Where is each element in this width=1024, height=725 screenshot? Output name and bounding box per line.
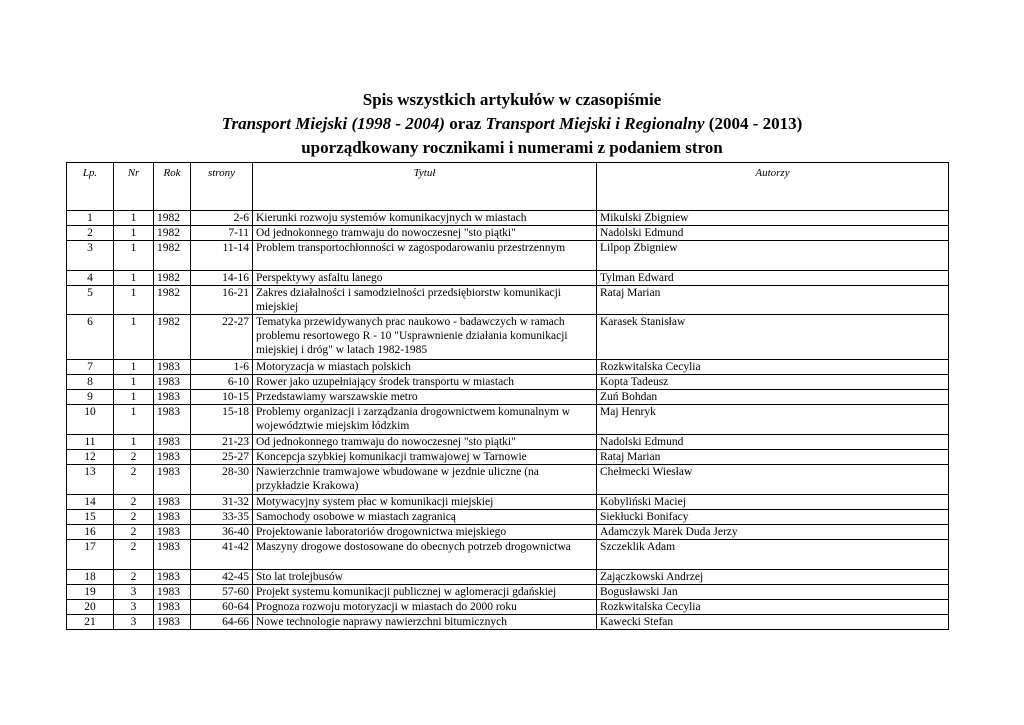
cell-nr: 2 (114, 465, 154, 495)
cell-rok: 1983 (154, 570, 191, 585)
table-row (67, 271, 949, 286)
cell-rok: 1983 (154, 465, 191, 495)
table-row (67, 211, 949, 226)
cell-lp: 7 (67, 360, 114, 375)
cell-strony: 41-42 (191, 540, 253, 570)
cell-lp: 3 (67, 241, 114, 271)
table-row (67, 226, 949, 241)
cell-tytul: Motoryzacja w miastach polskich (253, 360, 597, 375)
cell-strony: 64-66 (191, 615, 253, 630)
title-line-3: uporządkowany rocznikami i numerami z podaniem stron (301, 138, 723, 157)
cell-lp: 19 (67, 585, 114, 600)
cell-rok: 1983 (154, 615, 191, 630)
cell-autorzy: Kobyliński Maciej (597, 495, 949, 510)
table-row (67, 465, 949, 495)
cell-tytul: Maszyny drogowe dostosowane do obecnych potrzeb drogownictwa (253, 540, 597, 570)
cell-rok: 1982 (154, 241, 191, 271)
cell-lp: 16 (67, 525, 114, 540)
cell-autorzy: Rozkwitalska Cecylia (597, 600, 949, 615)
cell-strony: 7-11 (191, 226, 253, 241)
table-row (67, 450, 949, 465)
cell-strony: 31-32 (191, 495, 253, 510)
cell-nr: 1 (114, 286, 154, 315)
cell-tytul: Projekt systemu komunikacji publicznej w aglomeracji gdańskiej (253, 585, 597, 600)
cell-nr: 1 (114, 390, 154, 405)
cell-autorzy: Szczeklik Adam (597, 540, 949, 570)
cell-autorzy: Rataj Marian (597, 450, 949, 465)
table-row (67, 360, 949, 375)
cell-lp: 9 (67, 390, 114, 405)
table-row (67, 570, 949, 585)
col-header-strony: strony (191, 163, 253, 211)
cell-nr: 3 (114, 585, 154, 600)
cell-nr: 2 (114, 510, 154, 525)
cell-nr: 3 (114, 615, 154, 630)
cell-lp: 2 (67, 226, 114, 241)
cell-autorzy: Rozkwitalska Cecylia (597, 360, 949, 375)
cell-strony: 36-40 (191, 525, 253, 540)
title-years: (2004 - 2013) (704, 114, 803, 133)
cell-tytul: Projektowanie laboratoriów drogownictwa miejskiego (253, 525, 597, 540)
cell-strony: 42-45 (191, 570, 253, 585)
cell-tytul: Problem transportochłonności w zagospodarowaniu przestrzennym (253, 241, 597, 271)
cell-strony: 11-14 (191, 241, 253, 271)
cell-nr: 1 (114, 375, 154, 390)
cell-rok: 1983 (154, 540, 191, 570)
cell-tytul: Sto lat trolejbusów (253, 570, 597, 585)
title-journal-1: Transport Miejski (1998 - 2004) (221, 114, 445, 133)
cell-nr: 1 (114, 435, 154, 450)
cell-tytul: Nowe technologie naprawy nawierzchni bitumicznych (253, 615, 597, 630)
table-row (67, 525, 949, 540)
document-title (0, 88, 1024, 160)
cell-autorzy: Nadolski Edmund (597, 435, 949, 450)
cell-rok: 1982 (154, 226, 191, 241)
col-header-autorzy: Autorzy (597, 163, 949, 211)
table-row (67, 495, 949, 510)
cell-lp: 13 (67, 465, 114, 495)
col-header-rok: Rok (154, 163, 191, 211)
cell-rok: 1983 (154, 405, 191, 435)
cell-tytul: Rower jako uzupełniający środek transportu w miastach (253, 375, 597, 390)
cell-autorzy: Zajączkowski Andrzej (597, 570, 949, 585)
title-conjunction: oraz (444, 114, 486, 133)
cell-rok: 1983 (154, 390, 191, 405)
cell-rok: 1982 (154, 271, 191, 286)
cell-tytul: Od jednokonnego tramwaju do nowoczesnej "sto piątki" (253, 226, 597, 241)
cell-strony: 25-27 (191, 450, 253, 465)
cell-nr: 2 (114, 525, 154, 540)
cell-strony: 33-35 (191, 510, 253, 525)
cell-nr: 1 (114, 315, 154, 360)
cell-lp: 5 (67, 286, 114, 315)
cell-autorzy: Rataj Marian (597, 286, 949, 315)
table-row (67, 615, 949, 630)
cell-nr: 2 (114, 570, 154, 585)
cell-nr: 1 (114, 405, 154, 435)
table-row (67, 241, 949, 271)
cell-strony: 28-30 (191, 465, 253, 495)
cell-lp: 15 (67, 510, 114, 525)
cell-strony: 14-16 (191, 271, 253, 286)
cell-autorzy: Nadolski Edmund (597, 226, 949, 241)
cell-rok: 1983 (154, 435, 191, 450)
cell-rok: 1983 (154, 600, 191, 615)
cell-rok: 1983 (154, 525, 191, 540)
table-row (67, 510, 949, 525)
cell-rok: 1983 (154, 360, 191, 375)
table-row (67, 375, 949, 390)
cell-strony: 2-6 (191, 211, 253, 226)
table-row (67, 405, 949, 435)
cell-rok: 1983 (154, 495, 191, 510)
table-row (67, 315, 949, 360)
cell-nr: 1 (114, 211, 154, 226)
cell-lp: 8 (67, 375, 114, 390)
cell-nr: 3 (114, 600, 154, 615)
cell-nr: 2 (114, 495, 154, 510)
cell-autorzy: Siekłucki Bonifacy (597, 510, 949, 525)
cell-strony: 6-10 (191, 375, 253, 390)
cell-autorzy: Kawecki Stefan (597, 615, 949, 630)
cell-rok: 1982 (154, 315, 191, 360)
cell-nr: 2 (114, 450, 154, 465)
cell-autorzy: Kopta Tadeusz (597, 375, 949, 390)
cell-rok: 1983 (154, 375, 191, 390)
cell-tytul: Problemy organizacji i zarządzania drogownictwem komunalnym w województwie miejskim łódzkim (253, 405, 597, 435)
cell-autorzy: Tylman Edward (597, 271, 949, 286)
cell-lp: 4 (67, 271, 114, 286)
cell-tytul: Przedstawiamy warszawskie metro (253, 390, 597, 405)
table-header-row (67, 163, 949, 211)
cell-tytul: Samochody osobowe w miastach zagranicą (253, 510, 597, 525)
cell-lp: 17 (67, 540, 114, 570)
cell-nr: 1 (114, 241, 154, 271)
title-journal-2: Transport Miejski i Regionalny (485, 114, 705, 133)
cell-strony: 60-64 (191, 600, 253, 615)
cell-tytul: Koncepcja szybkiej komunikacji tramwajowej w Tarnowie (253, 450, 597, 465)
cell-rok: 1983 (154, 510, 191, 525)
table-row (67, 600, 949, 615)
cell-lp: 11 (67, 435, 114, 450)
cell-strony: 22-27 (191, 315, 253, 360)
cell-tytul: Od jednokonnego tramwaju do nowoczesnej "sto piątki" (253, 435, 597, 450)
cell-autorzy: Chełmecki Wiesław (597, 465, 949, 495)
table-body (67, 211, 949, 630)
cell-nr: 1 (114, 271, 154, 286)
title-line-2 (0, 112, 1024, 136)
cell-rok: 1982 (154, 286, 191, 315)
col-header-nr: Nr (114, 163, 154, 211)
cell-strony: 1-6 (191, 360, 253, 375)
cell-rok: 1983 (154, 585, 191, 600)
cell-lp: 12 (67, 450, 114, 465)
cell-autorzy: Mikulski Zbigniew (597, 211, 949, 226)
cell-tytul: Kierunki rozwoju systemów komunikacyjnych w miastach (253, 211, 597, 226)
cell-nr: 1 (114, 360, 154, 375)
cell-tytul: Prognoza rozwoju motoryzacji w miastach do 2000 roku (253, 600, 597, 615)
cell-nr: 2 (114, 540, 154, 570)
table-row (67, 540, 949, 570)
cell-tytul: Motywacyjny system płac w komunikacji miejskiej (253, 495, 597, 510)
cell-rok: 1982 (154, 211, 191, 226)
col-header-tytul: Tytuł (253, 163, 597, 211)
cell-autorzy: Karasek Stanisław (597, 315, 949, 360)
cell-nr: 1 (114, 226, 154, 241)
cell-autorzy: Bogusławski Jan (597, 585, 949, 600)
cell-strony: 21-23 (191, 435, 253, 450)
cell-tytul: Zakres działalności i samodzielności przedsiębiorstw komunikacji miejskiej (253, 286, 597, 315)
cell-lp: 10 (67, 405, 114, 435)
cell-tytul: Perspektywy asfaltu lanego (253, 271, 597, 286)
cell-autorzy: Adamczyk Marek Duda Jerzy (597, 525, 949, 540)
table-row (67, 286, 949, 315)
cell-strony: 57-60 (191, 585, 253, 600)
articles-table (66, 162, 949, 630)
cell-strony: 10-15 (191, 390, 253, 405)
cell-lp: 20 (67, 600, 114, 615)
cell-lp: 18 (67, 570, 114, 585)
table-row (67, 435, 949, 450)
table-row (67, 585, 949, 600)
cell-autorzy: Zuń Bohdan (597, 390, 949, 405)
col-header-lp: Lp. (67, 163, 114, 211)
cell-lp: 21 (67, 615, 114, 630)
cell-lp: 1 (67, 211, 114, 226)
cell-lp: 6 (67, 315, 114, 360)
title-line-1: Spis wszystkich artykułów w czasopiśmie (362, 90, 662, 109)
cell-autorzy: Maj Henryk (597, 405, 949, 435)
cell-rok: 1983 (154, 450, 191, 465)
cell-tytul: Tematyka przewidywanych prac naukowo - badawczych w ramach problemu resortowego R - 10 "Usprawnienie działania komunikacji miejskiej i dróg" w latach 1982-1985 (253, 315, 597, 360)
table-row (67, 390, 949, 405)
cell-strony: 16-21 (191, 286, 253, 315)
cell-autorzy: Lilpop Zbigniew (597, 241, 949, 271)
cell-lp: 14 (67, 495, 114, 510)
cell-strony: 15-18 (191, 405, 253, 435)
cell-tytul: Nawierzchnie tramwajowe wbudowane w jezdnie uliczne (na przykładzie Krakowa) (253, 465, 597, 495)
